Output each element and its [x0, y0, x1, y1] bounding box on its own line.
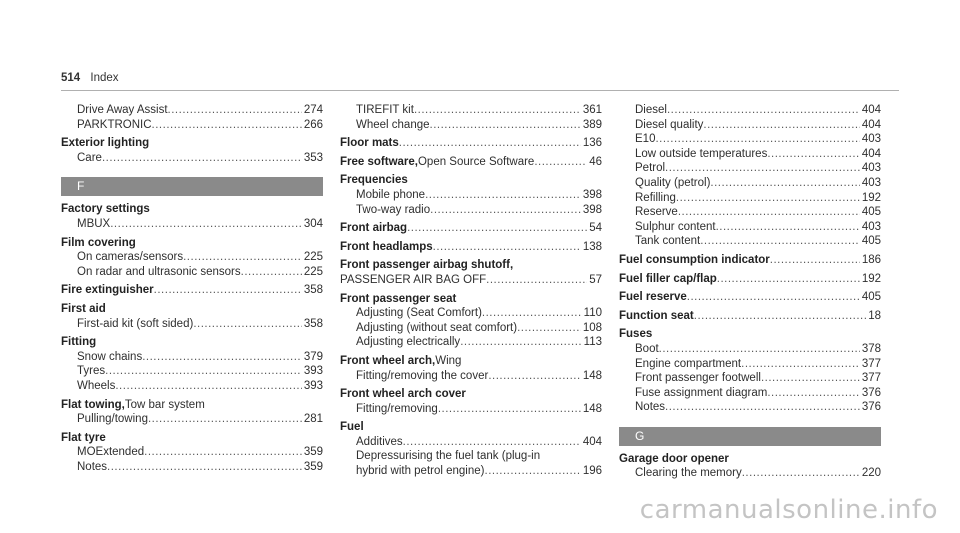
- watermark: carmanualsonline.info: [639, 495, 938, 525]
- index-entry: MOExtended ..... 359: [61, 445, 323, 460]
- index-heading: Fuel consumption indicator ..... 186: [619, 253, 881, 268]
- page-title: Index: [90, 72, 119, 84]
- index-entry: Fitting/removing ..... 148: [340, 402, 602, 417]
- index-entry: On radar and ultrasonic sensors ..... 225: [61, 265, 323, 280]
- index-heading: Fuel reserve ..... 405: [619, 290, 881, 305]
- index-entry: Quality (petrol) ..... 403: [619, 176, 881, 191]
- index-entry: MBUX ..... 304: [61, 217, 323, 232]
- index-entry: Pulling/towing ..... 281: [61, 412, 323, 427]
- index-heading: Exterior lighting: [61, 137, 150, 150]
- index-heading: Flat tyre: [61, 431, 106, 444]
- index-entry: PASSENGER AIR BAG OFF ..... 57: [340, 273, 602, 288]
- index-entry: Notes ..... 359: [61, 460, 323, 475]
- index-entry: Mobile phone ..... 398: [340, 188, 602, 203]
- index-column-2: [340, 103, 602, 479]
- index-entry: hybrid with petrol engine) ..... 196: [340, 464, 602, 479]
- index-heading: Front wheel arch, Wing: [340, 354, 462, 367]
- index-heading: Film covering: [61, 236, 136, 249]
- index-heading: Garage door opener: [619, 452, 729, 465]
- header-divider: [61, 90, 899, 91]
- index-heading: Front passenger airbag shutoff,: [340, 259, 514, 272]
- index-heading: Fuel: [340, 421, 364, 434]
- index-column-3: [619, 103, 881, 481]
- index-heading: Front headlamps ..... 138: [340, 240, 602, 255]
- section-letter-g: G: [619, 427, 881, 446]
- index-entry: Front passenger footwell ..... 377: [619, 371, 881, 386]
- index-entry: Additives ..... 404: [340, 435, 602, 450]
- index-entry: Engine compartment ..... 377: [619, 357, 881, 372]
- index-heading: First aid: [61, 302, 106, 315]
- index-entry: Diesel quality ..... 404: [619, 118, 881, 133]
- index-entry: E10 ..... 403: [619, 132, 881, 147]
- index-heading: Fuel filler cap/flap ..... 192: [619, 272, 881, 287]
- index-heading: Frequencies: [340, 174, 408, 187]
- index-heading: Factory settings: [61, 203, 150, 216]
- index-entry: Clearing the memory ..... 220: [619, 466, 881, 481]
- section-letter-f: F: [61, 177, 323, 196]
- index-entry: Sulphur content ..... 403: [619, 220, 881, 235]
- index-entry: Petrol ..... 403: [619, 161, 881, 176]
- index-heading: Fitting: [61, 336, 97, 349]
- index-entry: Wheel change ..... 389: [340, 118, 602, 133]
- index-entry: On cameras/sensors ..... 225: [61, 250, 323, 265]
- index-entry: Diesel ..... 404: [619, 103, 881, 118]
- index-entry: Tank content ..... 405: [619, 234, 881, 249]
- index-heading: Fuses: [619, 328, 653, 341]
- index-entry: Refilling ..... 192: [619, 191, 881, 206]
- index-entry: Two-way radio ..... 398: [340, 203, 602, 218]
- index-entry: Care ..... 353: [61, 151, 323, 166]
- index-heading: Front wheel arch cover: [340, 388, 466, 401]
- index-entry: Low outside temperatures ..... 404: [619, 147, 881, 162]
- index-heading: Flat towing, Tow bar system: [61, 398, 205, 411]
- index-entry: Snow chains ..... 379: [61, 350, 323, 365]
- index-entry: Adjusting (Seat Comfort) ..... 110: [340, 306, 602, 321]
- index-column-1: [61, 103, 323, 474]
- index-entry: Fuse assignment diagram ..... 376: [619, 386, 881, 401]
- index-entry: Depressurising the fuel tank (plug-in: [356, 450, 541, 463]
- index-entry: Reserve ..... 405: [619, 205, 881, 220]
- index-entry: PARKTRONIC ..... 266: [61, 118, 323, 133]
- index-entry: Boot ..... 378: [619, 342, 881, 357]
- index-entry: Drive Away Assist ..... 274: [61, 103, 323, 118]
- page-header: [61, 72, 119, 84]
- index-entry: Adjusting (without seat comfort) ..... 108: [340, 321, 602, 336]
- index-entry: Wheels ..... 393: [61, 379, 323, 394]
- index-heading: Front passenger seat: [340, 292, 457, 305]
- index-heading: Function seat ..... 18: [619, 309, 881, 324]
- index-heading: Floor mats ..... 136: [340, 136, 602, 151]
- index-entry: Fitting/removing the cover ..... 148: [340, 369, 602, 384]
- index-entry: Notes ..... 376: [619, 400, 881, 415]
- index-heading: Fire extinguisher ..... 358: [61, 283, 323, 298]
- page-number: 514: [61, 72, 81, 84]
- index-entry: Tyres ..... 393: [61, 364, 323, 379]
- index-entry: First-aid kit (soft sided) ..... 358: [61, 317, 323, 332]
- index-entry: TIREFIT kit ..... 361: [340, 103, 602, 118]
- index-heading: Front airbag ..... 54: [340, 221, 602, 236]
- index-heading: Free software, Open Source Software ..... 46: [340, 155, 602, 170]
- index-entry: Adjusting electrically ..... 113: [340, 335, 602, 350]
